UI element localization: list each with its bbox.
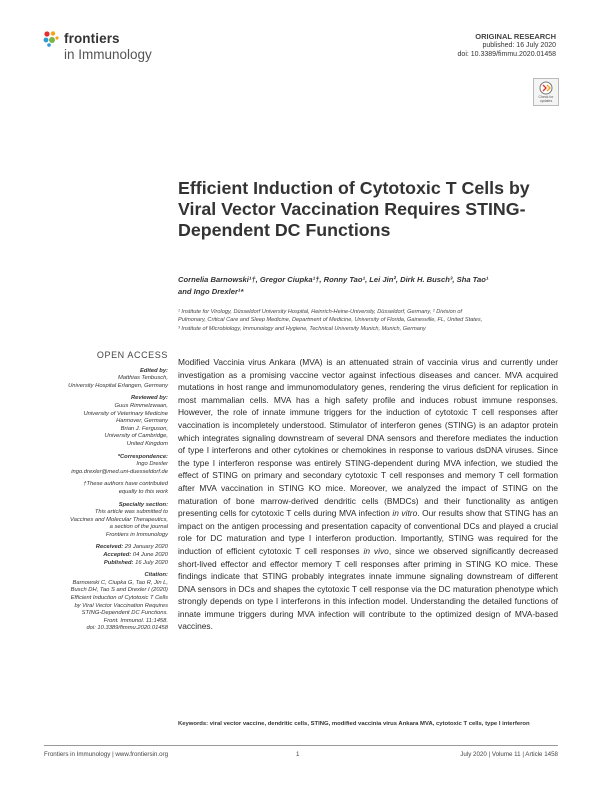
- equal-contribution-note: equally to this work: [118, 488, 168, 495]
- reviewer-line: United Kingdom: [126, 440, 168, 447]
- accepted-date: Accepted: 04 June 2020: [103, 552, 168, 559]
- article-title: Efficient Induction of Cytotoxic T Cells by Viral Vector Vaccination Requires STING-Dependent DC Functions: [178, 178, 530, 240]
- reviewer-line: Guus Rimmelzwaan,: [114, 402, 168, 409]
- check-updates-icon: [538, 81, 554, 95]
- author-list: [178, 274, 558, 298]
- citation-line: STING-Dependent DC Functions.: [81, 610, 168, 617]
- authors-line-2: and Ingo Drexler¹*: [178, 287, 244, 296]
- affiliation-line-2: Pulmonary, Critical Care and Sleep Medicine, Department of Medicine, University of Florida, Gainesville, FL, United States,: [178, 317, 483, 324]
- article-type: ORIGINAL RESEARCH: [475, 32, 556, 41]
- affiliation-line-3: ³ Institute of Microbiology, Immunology and Hygiene, Technical University Munich, Munich, Germany: [178, 325, 426, 332]
- reviewer-line: Brian J. Ferguson,: [120, 425, 168, 432]
- citation-line: Front. Immunol. 11:1458.: [103, 617, 168, 624]
- article-sidebar: [44, 352, 168, 633]
- correspondence-name: Ingo Drexler: [136, 461, 168, 468]
- keywords: Keywords: viral vector vaccine, dendritic cells, STING, modified vaccinia virus Ankara MVA, cytotoxic T cells, type I interferon: [178, 721, 530, 727]
- received-date: Received: 29 January 2020: [95, 544, 168, 551]
- affiliation-line-1: ¹ Institute for Virology, Düsseldorf University Hospital, Heinrich-Heine-University, Düsseldorf, Germany, ² Division of: [178, 309, 463, 315]
- reviewer-line: Hannover, Germany: [116, 418, 168, 425]
- reviewed-by-label: Reviewed by:: [130, 395, 168, 402]
- specialty-line: Vaccines and Molecular Therapeutics,: [69, 516, 168, 523]
- published-date: published: 16 July 2020: [482, 42, 556, 49]
- equal-contribution-note: †These authors have contributed: [83, 481, 168, 488]
- page-number: 1: [296, 751, 300, 758]
- specialty-line: This article was submitted to: [94, 509, 168, 516]
- doi-link[interactable]: doi: 10.3389/fimmu.2020.01458: [457, 51, 556, 58]
- reviewer-line: University of Cambridge,: [104, 433, 168, 440]
- footer-issue-info: July 2020 | Volume 11 | Article 1458: [460, 751, 558, 758]
- correspondence-label: *Correspondence:: [117, 453, 168, 460]
- citation-line: Efficient Induction of Cytotoxic T Cells: [70, 595, 168, 602]
- open-access-label: OPEN ACCESS: [96, 350, 168, 360]
- frontiers-logo-icon: [42, 30, 60, 48]
- editor-line: Matthias Tenbusch,: [117, 375, 168, 382]
- footer-divider: [44, 745, 558, 746]
- specialty-line: Frontiers in Immunology: [105, 531, 168, 538]
- reviewer-line: University of Veterinary Medicine: [83, 410, 168, 417]
- check-updates-label: Check for updates: [538, 95, 554, 103]
- journal-name: frontiers: [64, 31, 120, 46]
- affiliations: [178, 308, 558, 333]
- citation-line: by Viral Vector Vaccination Requires: [74, 602, 168, 609]
- citation-doi-link[interactable]: doi: 10.3389/fimmu.2020.01458: [86, 625, 168, 632]
- editor-line: University Hospital Erlangen, Germany: [68, 382, 168, 389]
- citation-line: Barnowski C, Ciupka G, Tao R, Jin L,: [72, 579, 168, 586]
- published-date-sidebar: Published: 16 July 2020: [103, 559, 168, 566]
- authors-line-1: Cornelia Barnowski¹†, Gregor Ciupka¹†, Ronny Tao¹, Lei Jin², Dirk H. Busch³, Sha Tao¹: [178, 275, 489, 284]
- footer-journal-link[interactable]: Frontiers in Immunology | www.frontiersin.org: [44, 751, 169, 758]
- citation-label: Citation:: [144, 572, 168, 579]
- article-meta: [458, 32, 556, 59]
- citation-line: Busch DH, Tao S and Drexler I (2020): [70, 587, 168, 594]
- abstract: Modified Vaccinia virus Ankara (MVA) is an attenuated strain of vaccinia virus and currently under investigation as a promising vaccine vector against infectious diseases and cancer. MVA acquired mutations in host range and immunomodulatory genes, rendering the virus deficient for replication in most mammalian cells. MVA has a high safety profile and induces robust immune responses. However, the role of innate immune triggers for the induction of cytotoxic T cell responses after vaccination is incompletely understood. Stimulator of interferon genes (STING) is an adaptor protein which integrates signaling downstream of several DNA sensors and therefore mediates the induction of type I interferons and other cytokines or chemokines in response to various dsDNA viruses. Since the type I interferon response was entirely STING-dependent during MVA infection, we studied the effect of STING on primary and secondary cytotoxic T cell responses and memory T cell formation after MVA vaccination in STING KO mice. Moreover, we analyzed the impact of STING on the maturation of bone marrow-derived dendritic cells (BMDCs) and their functionality as antigen presenting cells for cytotoxic T cells during MVA infection in vitro. Our results show that STING has an impact on the antigen processing and presentation capacity of conventional DCs and played a crucial role for DC maturation and type I interferon production. Importantly, STING was required for the induction of efficient cytotoxic T cell responses in vivo, since we observed significantly decreased short-lived effector and effector memory T cell responses after priming in STING KO mice. These findings indicate that STING probably integrates innate immune signaling downstream of different DNA sensors in DCs and shapes the cytotoxic T cell response via the DC maturation phenotype which strongly depends on type I interferons in this infection model. Understanding the detailed functions of innate immune triggers during MVA infection will contribute to the optimized design of MVA-based vaccines.: [178, 357, 559, 632]
- edited-by-label: Edited by:: [139, 367, 168, 374]
- journal-logo[interactable]: [42, 26, 202, 71]
- correspondence-email-link[interactable]: ingo.drexler@med.uni-duesseldorf.de: [71, 468, 168, 475]
- specialty-line: a section of the journal: [109, 524, 168, 531]
- specialty-section-label: Specialty section:: [118, 501, 168, 508]
- journal-subtitle: in Immunology: [64, 47, 152, 62]
- check-for-updates-button[interactable]: [533, 78, 559, 106]
